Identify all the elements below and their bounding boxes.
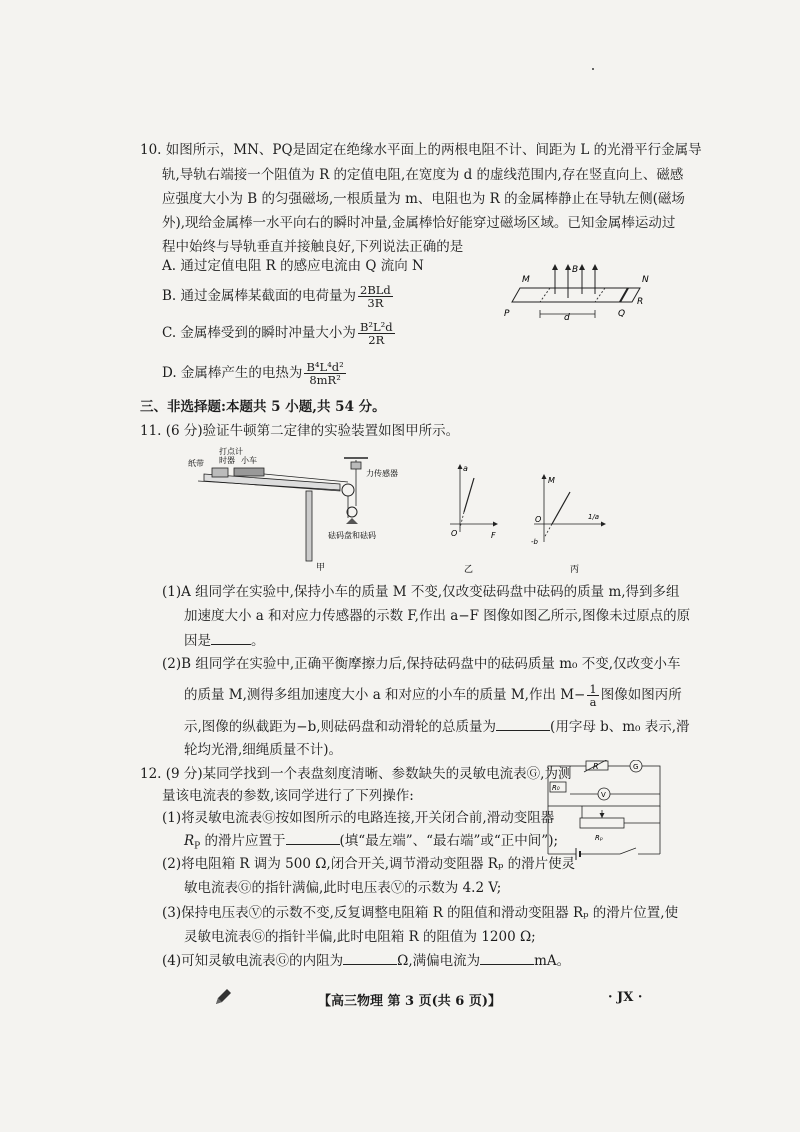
pencil-icon [212, 986, 234, 1008]
cart-icon [234, 468, 264, 476]
q10-option-c [162, 318, 397, 348]
q11-part1-line2: 加速度大小 a 和对应力传感器的示数 F,作出 a−F 图像如图乙所示,图像未过原点的原 [184, 608, 691, 624]
arrow-head [458, 464, 463, 469]
q10-line2: 轨,导轨右端接一个阻值为 R 的定值电阻,在宽度为 d 的虚线范围内,存在竖直向上、磁感 [162, 167, 684, 183]
arrow-head [601, 522, 606, 527]
q11-part2-answer-blank[interactable] [496, 716, 550, 731]
q12-step1-line2 [184, 830, 558, 857]
arrow-head [565, 264, 571, 270]
q12-step1-hint: (填“最左端”、“最右端”或“正中间”); [339, 833, 559, 849]
q10-line5: 程中始终与导轨垂直并接触良好,下列说法正确的是 [162, 239, 464, 255]
frac-num: B²L²d [359, 320, 393, 334]
table-leg [306, 491, 312, 561]
label-R: R [637, 297, 644, 307]
origin-O: O [451, 529, 458, 538]
field-boundary-left [540, 288, 550, 302]
q10-option-b-text: B. 通过金属棒某截面的电荷量为 [162, 288, 357, 304]
frac-num: 1 [589, 682, 597, 696]
q11-part2-line2-b: 图像如图丙所 [600, 687, 682, 703]
q10-option-d-frac [304, 361, 345, 386]
label-M: M [522, 275, 530, 285]
q11-part1-line3 [184, 630, 265, 651]
q12-step2-line1: (2)将电阻箱 R 调为 500 Ω,闭合开关,调节滑动变阻器 Rₚ 的滑片使灵 [162, 856, 576, 872]
label-B: B [572, 265, 579, 275]
q12-step2-line2: 敏电流表Ⓖ的指针满偏,此时电压表Ⓥ的示数为 4.2 V; [184, 880, 502, 896]
movable-pulley-icon [347, 507, 357, 517]
label-cart: 小车 [241, 456, 257, 465]
q10-line1: 10. 如图所示，MN、PQ是固定在绝缘水平面上的两根电阻不计、间距为 L 的光滑平行金属导 [140, 142, 702, 158]
rp-symbol: R [184, 833, 195, 849]
label-jia: 甲 [316, 563, 326, 573]
label-N: N [642, 275, 649, 285]
field-boundary-right [595, 288, 605, 302]
label-G: G [633, 763, 639, 771]
arrow-head [493, 522, 498, 527]
footer-code: · JX · [608, 990, 643, 1005]
q12-line2: 量该电流表的参数,该同学进行了下列操作: [162, 788, 414, 804]
q10-option-a: A. 通过定值电阻 R 的感应电流由 Q 流向 N [162, 258, 424, 274]
section-3-heading: 三、非选择题:本题共 5 小题,共 54 分。 [140, 399, 386, 415]
q11-figure-bing [528, 472, 608, 578]
slider-arrow [600, 813, 605, 818]
arrow-head [579, 264, 585, 270]
rheostat-RP [580, 818, 624, 828]
label-tape: 纸带 [188, 459, 204, 468]
q12-circuit-figure [540, 760, 670, 866]
frac-den: 3R [367, 296, 384, 310]
q11-figure-jia [188, 446, 408, 576]
label-R: R [593, 762, 599, 771]
arrow-head [592, 264, 598, 270]
q12-step4-a: (4)可知灵敏电流表Ⓖ的内阻为 [162, 953, 344, 969]
axis-label-a: a [463, 464, 468, 473]
label-P: P [504, 309, 510, 319]
timer-icon [212, 468, 228, 477]
q12-step3-line2: 灵敏电流表Ⓖ的指针半偏,此时电阻箱 R 的阻值为 1200 Ω; [184, 929, 536, 945]
frac-den: 2R [368, 333, 385, 347]
axis-label-inv-a: 1/a [588, 513, 600, 521]
q11-part2-line3-b: (用字母 b、m₀ 表示,滑 [550, 719, 690, 735]
q12-step1-text: 的滑片应置于 [200, 833, 286, 849]
q11-part1-line1: (1)A 组同学在实验中,保持小车的质量 M 不变,仅改变砝码盘中砝码的质量 m,得到多组 [162, 584, 680, 600]
q11-part2-line3-a: 示,图像的纵截距为−b,则砝码盘和动滑轮的总质量为 [184, 719, 497, 735]
scan-dot [592, 68, 594, 70]
q10-option-b-frac [358, 284, 393, 309]
label-yi: 乙 [464, 565, 474, 575]
resistor-R [620, 288, 628, 302]
frac-num: B⁴L⁴d² [306, 360, 344, 374]
q11-title: 11. (6 分)验证牛顿第二定律的实验装置如图甲所示。 [140, 423, 460, 439]
q10-line3: 应强度大小为 B 的匀强磁场,一根质量为 m、电阻也为 R 的金属棒静止在导轨左侧(磁场 [162, 191, 685, 207]
pulley-icon [342, 484, 354, 496]
q11-part2-line4: 轮均光滑,细绳质量不计)。 [184, 742, 343, 758]
rp-subscript: P [194, 841, 201, 852]
frac-den: 8mR² [309, 373, 341, 387]
switch-icon [620, 848, 636, 854]
q11-part2-line1: (2)B 组同学在实验中,正确平衡摩擦力后,保持砝码盘中的砝码质量 m₀ 不变,仅改变小车 [162, 656, 681, 672]
graph-extension [460, 512, 464, 528]
q12-line1: 12. (9 分)某同学找到一个表盘刻度清晰、参数缺失的灵敏电流表Ⓖ,为测 [140, 766, 572, 782]
q10-line4: 外),现给金属棒一水平向右的瞬时冲量,金属棒恰好能穿过磁场区域。已知金属棒运动过 [162, 215, 676, 231]
intercept-label: -b [531, 538, 538, 546]
q12-step1-answer-blank[interactable] [286, 830, 340, 845]
q11-figure-yi [430, 462, 500, 578]
weight-pan-icon [346, 518, 358, 524]
origin-O: O [535, 515, 542, 524]
force-sensor-icon [351, 462, 361, 469]
q11-part2-line2-a: 的质量 M,测得多组加速度大小 a 和对应的小车的质量 M,作出 M− [184, 687, 586, 703]
axis-label-F: F [491, 531, 496, 540]
q10-option-b [162, 281, 395, 311]
q12-step4-b: Ω,满偏电流为 [397, 953, 481, 969]
label-V: V [601, 791, 606, 799]
graph-line [552, 492, 570, 524]
q11-part1-line3-text: 因是 [184, 633, 211, 649]
axis-label-M: M [548, 476, 555, 485]
q10-option-c-frac [358, 321, 395, 346]
label-Q: Q [618, 309, 626, 319]
q12-step4 [162, 950, 570, 971]
label-bing: 丙 [570, 565, 580, 575]
label-weights: 砝码盘和砝码 [328, 531, 376, 540]
q10-option-d-text: D. 金属棒产生的电热为 [162, 365, 303, 381]
footer-page-info: 【高三物理 第 3 页(共 6 页)】 [318, 994, 502, 1009]
q10-option-d [162, 358, 348, 388]
q11-part2-line2 [184, 680, 682, 710]
arrow-head [552, 264, 558, 270]
label-timer: 打点计 [219, 447, 243, 456]
label-d: d [564, 313, 570, 323]
label-timer2: 时器 [219, 456, 235, 465]
label-sensor: 力传感器 [366, 469, 398, 478]
q11-part2-frac [587, 683, 598, 708]
q12-step1-line1: (1)将灵敏电流表Ⓖ按如图所示的电路连接,开关闭合前,滑动变阻器 [162, 810, 555, 826]
arrow-head [542, 474, 547, 479]
frac-num: 2BLd [360, 283, 391, 297]
q11-part1-answer-blank[interactable] [211, 630, 251, 645]
graph-extension [544, 524, 552, 538]
label-R0: R₀ [552, 784, 560, 792]
q10-option-c-text: C. 金属棒受到的瞬时冲量大小为 [162, 325, 356, 341]
q12-step4-resistance-blank[interactable] [343, 950, 397, 965]
q12-step4-c: mA。 [534, 953, 571, 969]
q11-part1-line3-end: 。 [251, 633, 265, 649]
q12-step4-current-blank[interactable] [480, 950, 534, 965]
q10-rails-figure [500, 258, 650, 330]
graph-line [464, 478, 474, 512]
q11-part2-line3 [184, 716, 690, 737]
label-RP: Rₚ [595, 834, 603, 842]
frac-den: a [589, 695, 597, 709]
q12-step3-line1: (3)保持电压表Ⓥ的示数不变,反复调整电阻箱 R 的阻值和滑动变阻器 Rₚ 的滑片位置,使 [162, 905, 679, 921]
